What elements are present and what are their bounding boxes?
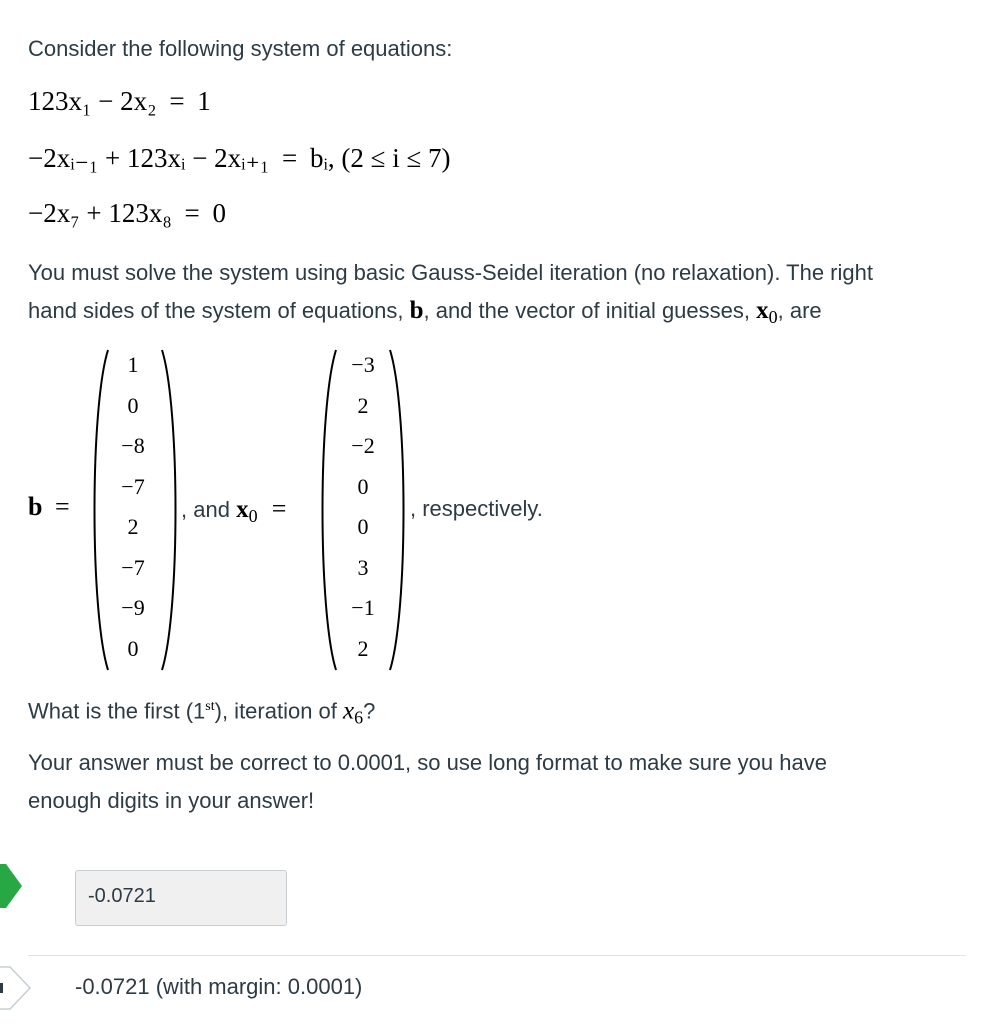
answer-divider: [28, 955, 966, 956]
eq1-lhs: 123x₁ − 2x₂: [28, 86, 157, 116]
b-entry: 0: [127, 392, 139, 418]
b-entry: −9: [121, 595, 145, 620]
b-entry: 1: [127, 352, 139, 377]
b-entry: 0: [127, 635, 139, 661]
b-entry: −7: [121, 554, 145, 580]
para-x-subscript: 0: [768, 307, 778, 327]
answer-input[interactable]: -0.0721: [75, 870, 287, 926]
x0-entry: −3: [351, 352, 375, 377]
equation-2: [28, 143, 451, 174]
eq3-rhs: 0: [212, 198, 227, 228]
and-word: , and: [181, 497, 230, 522]
x0-vector: [333, 352, 393, 662]
correct-answer-text: -0.0721 (with margin: 0.0001): [75, 974, 363, 999]
b-entry: −7: [121, 473, 145, 499]
x0-entry: 3: [357, 554, 369, 580]
paragraph-line-2: [28, 292, 822, 336]
eq2-lhs: −2xᵢ₋₁ + 123xᵢ − 2xᵢ₊₁: [28, 143, 270, 173]
equation-1: [28, 86, 211, 117]
para-x-symbol: x: [756, 297, 769, 324]
x0-subscript: 0: [248, 506, 258, 526]
ask-variable-subscript: 6: [354, 707, 364, 728]
eq1-equals: =: [169, 86, 185, 116]
x0-entry: −1: [351, 595, 375, 620]
ask-sup: st: [205, 699, 215, 714]
eq3-equals: =: [184, 198, 200, 228]
respectively-text: , respectively.: [410, 496, 543, 521]
intro-text: Consider the following system of equations:: [28, 36, 453, 61]
x0-entry: 0: [357, 514, 369, 539]
para-b-symbol: b: [409, 297, 424, 324]
correct-answer-marker-icon: [0, 966, 34, 1010]
ask-variable: x: [343, 697, 355, 725]
question-ask: [28, 688, 375, 736]
note-line-1: Your answer must be correct to 0.0001, so use long format to make sure you have: [28, 750, 827, 775]
ask-question-mark: ?: [363, 698, 376, 724]
b-right-paren: [158, 348, 182, 672]
x0-entry: −2: [351, 433, 375, 458]
b-equals: =: [55, 492, 70, 521]
x0-equals: =: [271, 494, 287, 523]
b-entry: −8: [121, 433, 145, 458]
x0-right-paren: [386, 348, 410, 672]
ask-pre: What is the first (1: [28, 698, 206, 724]
para-text-end: , are: [777, 298, 822, 323]
eq1-rhs: 1: [197, 86, 211, 116]
x0-entry: 2: [357, 635, 369, 661]
para-text-mid: , and the vector of initial guesses,: [423, 298, 751, 323]
para-text-pre: hand sides of the system of equations,: [28, 298, 404, 323]
x0-entry: 2: [357, 392, 369, 418]
equation-3: [28, 198, 226, 229]
eq2-rhs: bᵢ, (2 ≤ i ≤ 7): [310, 143, 451, 173]
b-vector: [103, 352, 163, 662]
x0-entry: 0: [357, 473, 369, 499]
x0-label: x: [236, 496, 249, 523]
eq2-equals: =: [282, 143, 298, 173]
paragraph-line-1: You must solve the system using basic Gauss-Seidel iteration (no relaxation). The right: [28, 260, 873, 285]
and-text: [181, 490, 286, 535]
eq3-lhs: −2x₇ + 123x₈: [28, 198, 172, 228]
b-entry: 2: [127, 514, 139, 539]
ask-post: ), iteration of: [214, 698, 337, 724]
b-label: b: [28, 492, 43, 521]
correct-answer-arrow-icon: [0, 864, 24, 908]
note-line-2: enough digits in your answer!: [28, 788, 315, 813]
